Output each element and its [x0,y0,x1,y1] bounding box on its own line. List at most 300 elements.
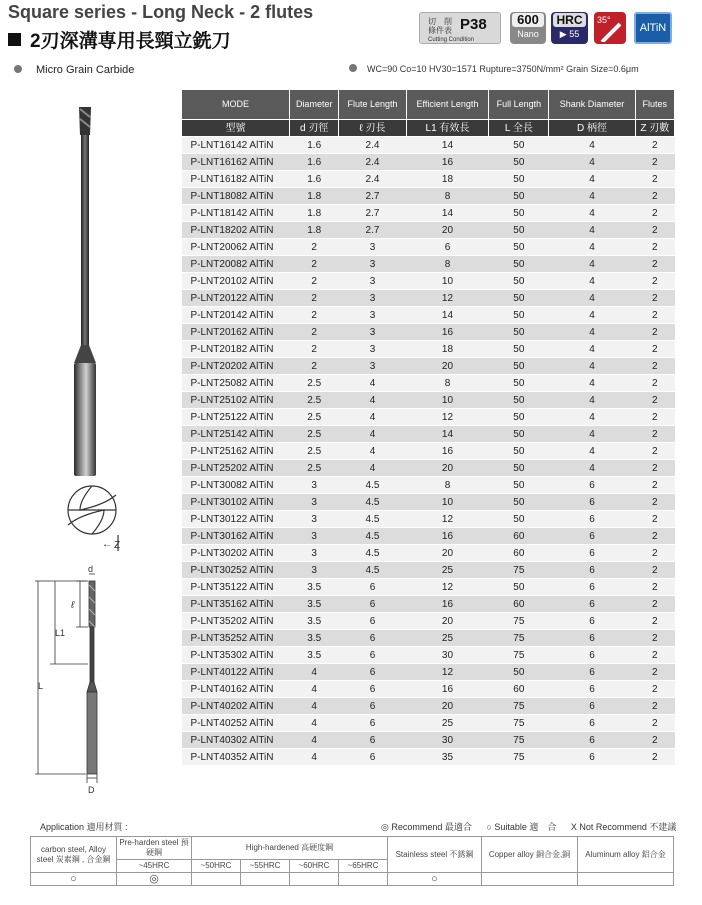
col-header-zh: ℓ 刃長 [339,120,406,137]
table-cell: 6 [549,630,635,647]
col-header: Diameter [290,90,339,120]
stainless-header: Stainless steel 不銹鋼 [388,837,482,873]
table-cell: 6 [549,511,635,528]
table-row [182,596,675,613]
table-cell: 2 [635,137,674,154]
table-cell: 4 [549,426,635,443]
table-cell: 18 [406,341,489,358]
rating-pre-hardened: ◎ [117,873,192,886]
col-header-zh: Z 刃數 [635,120,674,137]
endmill-photo [74,107,96,476]
table-cell: 3 [339,307,406,324]
table-row [182,749,675,766]
l1-label: L1 [55,628,66,638]
table-cell: 75 [489,698,549,715]
table-cell: 2.7 [339,222,406,239]
table-cell: 60 [489,596,549,613]
table-cell: 8 [406,256,489,273]
coating-badge: AlTiN [634,12,672,44]
application-header-row [31,837,674,860]
table-row [182,154,675,171]
table-cell: 20 [406,613,489,630]
material-line [14,64,134,76]
model-cell: P-LNT35302 AlTiN [182,647,290,664]
table-cell: 2 [635,698,674,715]
model-cell: P-LNT25122 AlTiN [182,409,290,426]
table-cell: 50 [489,307,549,324]
table-cell: 4 [549,222,635,239]
model-cell: P-LNT25162 AlTiN [182,443,290,460]
table-cell: 4 [549,205,635,222]
model-cell: P-LNT40252 AlTiN [182,715,290,732]
table-cell: 2 [290,256,339,273]
z-arrow-icon: ← [102,539,112,550]
dimension-drawing [35,574,97,783]
table-cell: 6 [549,494,635,511]
table-cell: 3 [339,256,406,273]
table-cell: 8 [406,477,489,494]
table-cell: 6 [549,528,635,545]
model-cell: P-LNT35202 AlTiN [182,613,290,630]
table-cell: 14 [406,205,489,222]
model-cell: P-LNT40162 AlTiN [182,681,290,698]
table-cell: 3 [290,511,339,528]
table-cell: 16 [406,324,489,341]
table-cell: 6 [339,715,406,732]
table-cell: 6 [549,579,635,596]
page-title-zh [8,26,231,53]
table-cell: 4.5 [339,562,406,579]
model-cell: P-LNT35252 AlTiN [182,630,290,647]
model-cell: P-LNT20062 AlTiN [182,239,290,256]
table-cell: 4.5 [339,545,406,562]
table-row [182,324,675,341]
application-table [30,836,674,886]
table-cell: 50 [489,290,549,307]
table-cell: 25 [406,562,489,579]
table-cell: 50 [489,579,549,596]
table-cell: 50 [489,222,549,239]
cutting-condition-code: P38 [460,16,487,33]
model-cell: P-LNT16162 AlTiN [182,154,290,171]
properties-text: WC=90 Co=10 HV30=1571 Rupture=3750N/mm² Grain Size=0.6μm [367,64,639,74]
table-cell: 2 [635,647,674,664]
table-cell: 2 [290,273,339,290]
table-cell: 16 [406,154,489,171]
table-cell: 50 [489,256,549,273]
model-cell: P-LNT18082 AlTiN [182,188,290,205]
model-cell: P-LNT20082 AlTiN [182,256,290,273]
table-cell: 3 [339,273,406,290]
rating-carbon: ○ [31,873,117,886]
page-title-en: Square series - Long Neck - 2 flutes [8,2,314,22]
table-cell: 2.4 [339,154,406,171]
table-cell: 75 [489,732,549,749]
table-cell: 16 [406,681,489,698]
legend-not-recommend: X Not Recommend 不建議 [570,822,677,832]
table-cell: 2.5 [290,392,339,409]
table-cell: 50 [489,188,549,205]
table-cell: 75 [489,562,549,579]
table-cell: 4 [339,426,406,443]
table-row [182,562,675,579]
table-cell: 4 [339,460,406,477]
table-cell: 4 [339,392,406,409]
table-cell: 2.5 [290,409,339,426]
table-cell: 6 [549,477,635,494]
table-cell: 3.5 [290,579,339,596]
table-cell: 4 [549,341,635,358]
table-cell: 3.5 [290,596,339,613]
table-cell: 2 [635,307,674,324]
model-cell: P-LNT35162 AlTiN [182,596,290,613]
table-cell: 2 [635,358,674,375]
table-cell: 12 [406,290,489,307]
table-cell: 30 [406,647,489,664]
col-header-zh: d 刃徑 [290,120,339,137]
table-cell: 2 [635,392,674,409]
model-cell: P-LNT20102 AlTiN [182,273,290,290]
rating-stainless: ○ [388,873,482,886]
table-cell: 3.5 [290,613,339,630]
col-header-zh: D 柄徑 [549,120,635,137]
table-cell: 75 [489,647,549,664]
rating-legend [381,820,688,833]
table-row [182,290,675,307]
table-cell: 6 [339,613,406,630]
table-row [182,511,675,528]
table-cell: 2 [635,375,674,392]
table-cell: 6 [549,698,635,715]
table-cell: 3 [290,562,339,579]
table-cell: 4 [290,698,339,715]
model-cell: P-LNT30102 AlTiN [182,494,290,511]
model-cell: P-LNT18142 AlTiN [182,205,290,222]
table-cell: 75 [489,630,549,647]
model-cell: P-LNT30082 AlTiN [182,477,290,494]
table-cell: 2 [635,324,674,341]
table-cell: 50 [489,341,549,358]
col-header-zh: L1 有效長 [406,120,489,137]
table-cell: 50 [489,375,549,392]
table-cell: 2 [635,732,674,749]
table-cell: 50 [489,494,549,511]
table-cell: 50 [489,358,549,375]
material-text: Micro Grain Carbide [36,64,135,76]
model-cell: P-LNT40302 AlTiN [182,732,290,749]
table-cell: 6 [339,749,406,766]
table-cell: 2 [290,290,339,307]
table-row [182,664,675,681]
table-cell: 2 [290,239,339,256]
hrc-label: HRC [553,13,586,27]
table-cell: 2.5 [290,426,339,443]
table-row [182,647,675,664]
table-cell: 3 [339,290,406,307]
hrc-level: ~50HRC [192,860,241,873]
table-cell: 2 [635,239,674,256]
model-cell: P-LNT20142 AlTiN [182,307,290,324]
table-cell: 2 [635,426,674,443]
table-cell: 10 [406,392,489,409]
table-row [182,358,675,375]
table-cell: 50 [489,443,549,460]
rating-empty [578,873,674,886]
table-cell: 30 [406,732,489,749]
spec-header-zh [182,120,675,137]
table-cell: 1.8 [290,205,339,222]
table-row [182,613,675,630]
table-cell: 14 [406,137,489,154]
table-row [182,137,675,154]
table-cell: 2 [290,307,339,324]
table-cell: 4 [549,171,635,188]
table-cell: 4.5 [339,477,406,494]
table-cell: 3 [290,494,339,511]
table-cell: 6 [549,613,635,630]
table-cell: 4 [549,137,635,154]
legend-recommend: ◎ Recommend 最適合 [381,822,472,832]
table-row [182,698,675,715]
table-cell: 3 [290,477,339,494]
table-cell: 3 [339,239,406,256]
table-cell: 16 [406,443,489,460]
table-cell: 2 [290,324,339,341]
nano-label: Nano [517,29,539,39]
model-cell: P-LNT30202 AlTiN [182,545,290,562]
table-cell: 2 [635,613,674,630]
table-cell: 6 [339,698,406,715]
table-cell: 3 [290,528,339,545]
model-cell: P-LNT20202 AlTiN [182,358,290,375]
table-row [182,443,675,460]
table-cell: 4.5 [339,528,406,545]
table-cell: 2 [635,409,674,426]
table-cell: 2 [290,358,339,375]
table-cell: 75 [489,613,549,630]
table-row [182,579,675,596]
table-cell: 6 [339,579,406,596]
table-cell: 60 [489,545,549,562]
table-cell: 50 [489,477,549,494]
table-cell: 2.4 [339,137,406,154]
table-cell: 4 [549,188,635,205]
table-cell: 12 [406,511,489,528]
copper-header: Copper alloy 銅合金,銅 [482,837,578,873]
col-header-zh: L 全長 [489,120,549,137]
table-cell: 6 [549,664,635,681]
col-header: Full Length [489,90,549,120]
bullet-icon [14,65,22,73]
table-cell: 16 [406,528,489,545]
application-label: Application 適用材質 : [40,822,128,832]
table-cell: 6 [406,239,489,256]
table-cell: 20 [406,358,489,375]
table-cell: 50 [489,171,549,188]
table-cell: 12 [406,409,489,426]
model-cell: P-LNT25142 AlTiN [182,426,290,443]
table-cell: 6 [549,647,635,664]
table-cell: 4 [290,749,339,766]
table-cell: 2 [635,681,674,698]
table-cell: 14 [406,307,489,324]
model-cell: P-LNT16142 AlTiN [182,137,290,154]
helix-icon [598,22,624,42]
table-cell: 18 [406,171,489,188]
helix-angle-value: 35° [597,15,611,25]
table-cell: 6 [339,647,406,664]
carbon-steel-header: carbon steel, Alloy steel 炭素鋼 , 合金鋼 [31,837,117,873]
spec-badges [419,12,681,46]
nano-grain-badge [510,12,546,44]
table-cell: 50 [489,426,549,443]
table-cell: 10 [406,273,489,290]
table-cell: 2 [635,477,674,494]
table-cell: 20 [406,545,489,562]
pre-hardened-hrc: ~45HRC [117,860,192,873]
spec-header-en [182,90,675,120]
table-cell: 1.8 [290,222,339,239]
table-cell: 3 [339,341,406,358]
rating-empty [339,873,388,886]
hrc-level: ~55HRC [241,860,290,873]
model-cell: P-LNT30252 AlTiN [182,562,290,579]
table-cell: 60 [489,681,549,698]
table-row [182,426,675,443]
table-cell: 50 [489,511,549,528]
table-cell: 4.5 [339,494,406,511]
table-cell: 1.8 [290,188,339,205]
model-cell: P-LNT20182 AlTiN [182,341,290,358]
table-cell: 2.5 [290,443,339,460]
cutting-condition-badge[interactable] [419,12,501,44]
table-cell: 2 [635,494,674,511]
d-label: d [88,564,94,574]
table-cell: 1.6 [290,137,339,154]
page-title-zh-text: 2刃深溝専用長頸立銑刀 [30,31,231,52]
table-cell: 1.6 [290,171,339,188]
model-cell: P-LNT40202 AlTiN [182,698,290,715]
table-row [182,375,675,392]
model-cell: P-LNT25202 AlTiN [182,460,290,477]
table-cell: 2 [635,664,674,681]
table-cell: 4 [549,307,635,324]
table-cell: 4 [549,273,635,290]
table-cell: 4 [339,375,406,392]
table-row [182,732,675,749]
table-cell: 8 [406,375,489,392]
bullet-icon [349,64,357,72]
table-cell: 4 [339,409,406,426]
helix-angle-badge [594,12,626,44]
application-rating-row [31,873,674,886]
tool-drawing [0,95,175,805]
D-label: D [88,785,95,795]
rating-empty [290,873,339,886]
table-cell: 50 [489,137,549,154]
table-cell: 16 [406,596,489,613]
model-cell: P-LNT30122 AlTiN [182,511,290,528]
table-row [182,715,675,732]
table-cell: 25 [406,715,489,732]
table-row [182,222,675,239]
table-row [182,528,675,545]
table-cell: 6 [549,562,635,579]
table-cell: 60 [489,528,549,545]
table-cell: 4 [549,290,635,307]
table-row [182,341,675,358]
table-cell: 4 [549,443,635,460]
table-cell: 2 [635,256,674,273]
table-cell: 2 [635,222,674,239]
table-cell: 10 [406,494,489,511]
table-cell: 2.7 [339,188,406,205]
cutting-condition-line2: 條件表 [428,26,452,35]
table-cell: 4 [549,392,635,409]
table-row [182,188,675,205]
table-cell: 2 [635,205,674,222]
table-cell: 2 [635,749,674,766]
table-cell: 4 [549,154,635,171]
table-row [182,171,675,188]
table-cell: 2 [635,528,674,545]
cutting-condition-line1: 切 削 [428,17,452,26]
table-cell: 50 [489,273,549,290]
model-cell: P-LNT18202 AlTiN [182,222,290,239]
table-cell: 20 [406,222,489,239]
rating-empty [241,873,290,886]
table-row [182,273,675,290]
nano-value: 600 [512,13,544,27]
table-cell: 50 [489,392,549,409]
rating-empty [192,873,241,886]
col-header: Flutes [635,90,674,120]
table-cell: 50 [489,205,549,222]
table-cell: 6 [549,596,635,613]
table-row [182,239,675,256]
properties-line [349,64,639,74]
table-cell: 2 [635,341,674,358]
col-header-zh: 型號 [182,120,290,137]
table-row [182,392,675,409]
table-cell: 20 [406,460,489,477]
table-cell: 2.7 [339,205,406,222]
table-cell: 25 [406,630,489,647]
table-cell: 6 [549,545,635,562]
table-cell: 50 [489,664,549,681]
table-row [182,545,675,562]
table-cell: 6 [339,681,406,698]
table-cell: 2 [635,562,674,579]
l-label: ℓ [71,600,75,611]
table-cell: 4.5 [339,511,406,528]
table-cell: 4 [549,460,635,477]
table-cell: 2 [635,630,674,647]
model-cell: P-LNT25082 AlTiN [182,375,290,392]
table-cell: 3 [339,324,406,341]
L-label: L [38,681,44,691]
table-cell: 4 [549,358,635,375]
table-cell: 50 [489,409,549,426]
table-cell: 6 [339,732,406,749]
model-cell: P-LNT20122 AlTiN [182,290,290,307]
table-cell: 4 [549,239,635,256]
table-cell: 2 [635,154,674,171]
table-cell: 6 [549,749,635,766]
model-cell: P-LNT20162 AlTiN [182,324,290,341]
table-cell: 14 [406,426,489,443]
table-cell: 4 [290,732,339,749]
